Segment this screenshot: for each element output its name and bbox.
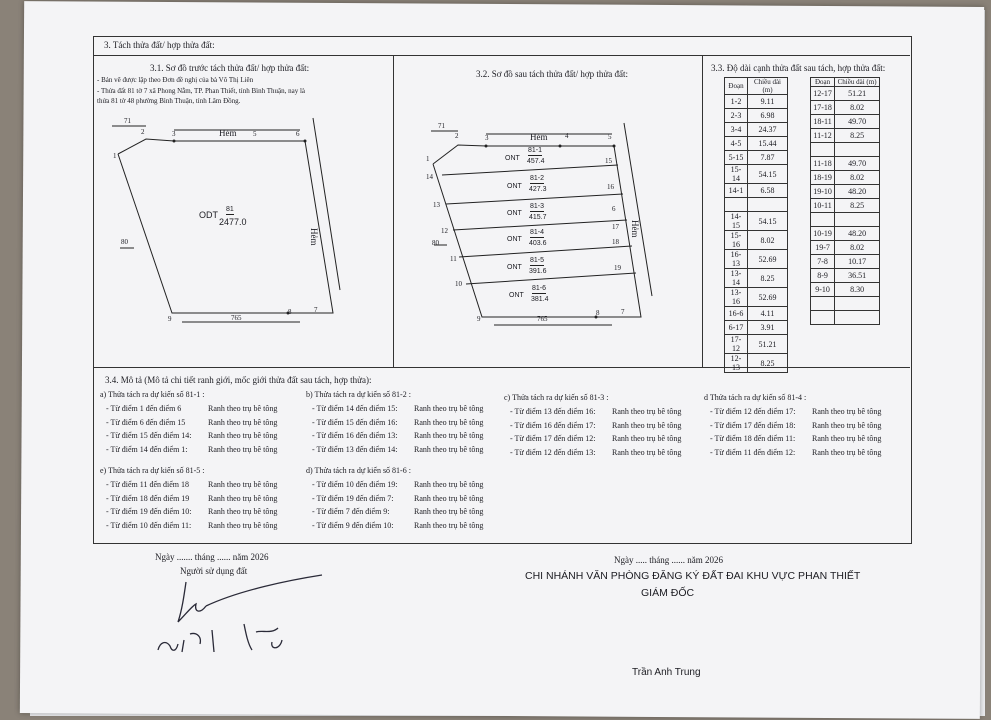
s31-label-8: 8 [288, 308, 292, 316]
description-segment: - Từ điểm 16 đến điểm 13: [312, 431, 398, 440]
s32-label-8: 8 [596, 309, 600, 317]
s31-label-9: 9 [168, 315, 172, 323]
s32-parcel-5-area: 391.6 [529, 268, 547, 275]
segment-id: 19-10 [811, 185, 835, 199]
segment-id: 11-18 [811, 157, 835, 171]
s32-parcel-6-area: 381.4 [531, 296, 549, 303]
description-boundary: Ranh theo trụ bê tông [612, 447, 682, 457]
segment-id: 2-3 [725, 109, 748, 123]
segment-id: 18-11 [811, 115, 835, 129]
description-block-head: a) Thửa tách ra dự kiến số 81-1 : [100, 390, 205, 399]
s32-label-hem: Hẻm [530, 132, 548, 142]
segment-length: 54.15 [748, 165, 788, 184]
s32-parcel-1-type: ONT [505, 155, 520, 162]
s31-label-6: 6 [296, 130, 300, 138]
segment-id: 13-14 [725, 269, 748, 288]
description-segment: - Từ điểm 19 đến điểm 7: [312, 493, 394, 503]
description-block-head: c) Thửa tách ra dự kiến số 81-3 : [504, 393, 609, 402]
segment-id: 13-16 [725, 288, 748, 307]
description-segment: - Từ điểm 10 đến điểm 19: [312, 480, 398, 489]
description-segment: - Từ điểm 6 đến điểm 15 [106, 417, 186, 427]
description-segment: - Từ điểm 13 đến điểm 14: [312, 444, 398, 454]
s31-note-2: - Thửa đất 81 tờ 7 xã Phong Nẫm, TP. Phan Thiết, tỉnh Bình Thuận, nay là [97, 87, 306, 95]
s32-parcel-4-area: 403.6 [529, 240, 547, 247]
description-boundary: Ranh theo trụ bê tông [812, 407, 882, 416]
description-boundary: Ranh theo trụ bê tông [812, 447, 882, 457]
s32-label-6: 6 [612, 205, 616, 213]
segment-length: 24.37 [748, 123, 788, 137]
segment-id: 10-19 [811, 227, 835, 241]
col-doan-left: Đoạn [725, 78, 748, 95]
segment-id: 1-2 [725, 95, 748, 109]
description-boundary: Ranh theo trụ bê tông [208, 404, 278, 413]
s32-parcel-3-num: 81-3 [530, 203, 545, 210]
segment-id: 3-4 [725, 123, 748, 137]
description-block-head: d Thửa tách ra dự kiến số 81-4 : [704, 393, 807, 402]
s32-parcel-1-area: 457.4 [527, 158, 545, 165]
segment-id: 6-17 [725, 321, 748, 335]
segment-length: 54.15 [748, 212, 788, 231]
segment-id: 5-15 [725, 151, 748, 165]
description-boundary: Ranh theo trụ bê tông [414, 431, 484, 440]
s32-label-16: 16 [607, 183, 614, 191]
segment-id: 7-8 [811, 255, 835, 269]
s32-parcel-2-num: 81-2 [530, 175, 545, 182]
description-boundary: Ranh theo trụ bê tông [208, 480, 278, 489]
s32-parcel-4-type: ONT [507, 236, 522, 243]
description-boundary: Ranh theo trụ bê tông [612, 434, 682, 443]
description-segment: - Từ điểm 18 đến điểm 11: [710, 434, 796, 443]
s32-side-hem: Hẻm [630, 220, 640, 238]
s32-label-9: 9 [477, 315, 481, 323]
segment-id: 16-6 [725, 307, 748, 321]
segment-length: 8.02 [835, 101, 880, 115]
s32-parcel-5-num: 81-5 [530, 257, 545, 264]
s32-parcel-3-area: 415.7 [529, 214, 547, 221]
s31-label-5: 5 [253, 130, 257, 138]
s32-label-17: 17 [612, 223, 619, 231]
s32-label-19: 19 [614, 264, 621, 272]
description-segment: - Từ điểm 7 đến điểm 9: [312, 507, 390, 516]
s31-label-71: 71 [124, 117, 131, 125]
segment-length: 51.21 [748, 335, 788, 354]
description-segment: - Từ điểm 12 đến điểm 17: [710, 407, 796, 416]
s32-label-3: 3 [485, 134, 489, 142]
description-boundary: Ranh theo trụ bê tông [414, 444, 484, 454]
s32-label-15: 15 [605, 157, 612, 165]
segment-length: 8.02 [835, 241, 880, 255]
s32-parcel-2-type: ONT [507, 183, 522, 190]
segment-length: 8.30 [835, 283, 880, 297]
description-segment: - Từ điểm 17 đến điểm 18: [710, 420, 796, 430]
segment-id: 17-18 [811, 101, 835, 115]
description-boundary: Ranh theo trụ bê tông [414, 480, 484, 489]
segment-length: 49.70 [835, 115, 880, 129]
segment-id: 11-12 [811, 129, 835, 143]
s32-parcel-1-num: 81-1 [528, 147, 543, 154]
s34-title: 3.4. Mô tả (Mô tả chi tiết ranh giới, mốc giới thửa đất sau tách, hợp thửa): [105, 375, 372, 385]
s32-label-80: 80 [432, 239, 439, 247]
description-boundary: Ranh theo trụ bê tông [812, 420, 882, 430]
segment-length: 51.21 [835, 87, 880, 101]
description-segment: - Từ điểm 1 đến điểm 6 [106, 404, 182, 413]
segment-id: 8-9 [811, 269, 835, 283]
s32-parcel-3-type: ONT [507, 210, 522, 217]
description-segment: - Từ điểm 18 đến điểm 19 [106, 493, 190, 503]
s32-parcel-6-num: 81-6 [532, 285, 547, 292]
description-block-head: d) Thửa tách ra dự kiến số 81-6 : [306, 466, 411, 475]
description-boundary: Ranh theo trụ bê tông [414, 520, 484, 530]
description-block-head: b) Thửa tách ra dự kiến số 81-2 : [306, 390, 411, 399]
description-segment: - Từ điểm 11 đến điểm 12: [710, 447, 796, 457]
segment-length: 7.87 [748, 151, 788, 165]
segment-id: 14-15 [725, 212, 748, 231]
left-date: Ngày ....... tháng ...... năm 2026 [155, 552, 269, 562]
segment-id: 15-16 [725, 231, 748, 250]
s31-parcel-type: ODT [199, 210, 218, 220]
description-boundary: Ranh theo trụ bê tông [208, 507, 278, 516]
description-boundary: Ranh theo trụ bê tông [208, 431, 278, 440]
description-boundary: Ranh theo trụ bê tông [612, 407, 682, 416]
s32-label-14: 14 [426, 173, 433, 181]
s32-label-5: 5 [608, 133, 612, 141]
description-boundary: Ranh theo trụ bê tông [414, 507, 484, 516]
s33-title: 3.3. Độ dài cạnh thửa đất sau tách, hợp thửa đất: [711, 63, 886, 73]
left-role: Người sử dụng đất [180, 566, 248, 576]
s31-label-7: 7 [314, 306, 318, 314]
segment-id: 16-13 [725, 250, 748, 269]
segment-id: 4-5 [725, 137, 748, 151]
section3-title: 3. Tách thửa đất/ hợp thửa đất: [104, 40, 215, 50]
description-segment: - Từ điểm 10 đến điểm 11: [106, 520, 192, 530]
s31-title: 3.1. Sơ đồ trước tách thửa đất/ hợp thửa đất: [150, 63, 310, 73]
s31-label-2: 2 [141, 128, 145, 136]
col-doan-right: Đoạn [811, 78, 835, 87]
s32-parcel-6-type: ONT [509, 292, 524, 299]
s32-parcel-4-num: 81-4 [530, 229, 545, 236]
s32-label-71: 71 [438, 122, 445, 130]
s32-label-765: 765 [537, 315, 548, 323]
segment-length: 8.02 [748, 231, 788, 250]
segment-length: 8.25 [748, 354, 788, 373]
col-len-left: Chiều dài (m) [748, 78, 788, 95]
segment-length: 6.58 [748, 184, 788, 198]
description-boundary: Ranh theo trụ bê tông [208, 417, 278, 427]
description-boundary: Ranh theo trụ bê tông [208, 520, 278, 530]
s32-label-13: 13 [433, 201, 440, 209]
s31-note-1: - Bản vẽ được lập theo Đơn đề nghị của bà Võ Thị Liên [97, 76, 254, 84]
description-segment: - Từ điểm 11 đến điểm 18 [106, 480, 189, 489]
s32-parcel-2-area: 427.3 [529, 186, 547, 193]
s32-label-4: 4 [565, 132, 569, 140]
segment-length: 52.69 [748, 250, 788, 269]
description-segment: - Từ điểm 19 đến điểm 10: [106, 507, 192, 516]
segment-id: 12-17 [811, 87, 835, 101]
description-boundary: Ranh theo trụ bê tông [414, 493, 484, 503]
s32-title: 3.2. Sơ đồ sau tách thửa đất/ hợp thửa đất: [476, 69, 628, 79]
s31-note-3: thửa 81 tờ 48 phường Bình Thuận, tỉnh Lâm Đồng. [97, 97, 241, 105]
description-segment: - Từ điểm 13 đến điểm 16: [510, 407, 596, 416]
s31-label-hem: Hẻm [219, 128, 237, 138]
segment-id: 12-13 [725, 354, 748, 373]
segment-id: 15-14 [725, 165, 748, 184]
s31-label-3: 3 [172, 130, 176, 138]
segment-length: 9.11 [748, 95, 788, 109]
segment-length: 8.02 [835, 171, 880, 185]
s31-label-80: 80 [121, 238, 128, 246]
segment-id: 17-12 [725, 335, 748, 354]
segment-length: 52.69 [748, 288, 788, 307]
segment-length: 15.44 [748, 137, 788, 151]
segment-id: 10-11 [811, 199, 835, 213]
description-boundary: Ranh theo trụ bê tông [812, 434, 882, 443]
s31-parcel-area: 2477.0 [219, 217, 247, 227]
segment-length: 36.51 [835, 269, 880, 283]
segment-length: 49.70 [835, 157, 880, 171]
description-boundary: Ranh theo trụ bê tông [208, 444, 278, 454]
s31-label-765: 765 [231, 314, 242, 322]
s31-parcel-num: 81 [226, 206, 234, 213]
s32-label-1: 1 [426, 155, 430, 163]
description-boundary: Ranh theo trụ bê tông [208, 493, 278, 503]
s31-label-1: 1 [113, 152, 117, 160]
s32-parcel-5-type: ONT [507, 264, 522, 271]
segment-length: 10.17 [835, 255, 880, 269]
s32-label-2: 2 [455, 132, 459, 140]
description-segment: - Từ điểm 14 đến điểm 15: [312, 404, 398, 413]
right-name: Trần Anh Trung [632, 667, 701, 678]
s32-label-11: 11 [450, 255, 457, 263]
segment-length: 6.98 [748, 109, 788, 123]
description-boundary: Ranh theo trụ bê tông [414, 404, 484, 413]
s32-label-12: 12 [441, 227, 448, 235]
segment-length: 8.25 [835, 199, 880, 213]
description-segment: - Từ điểm 17 đến điểm 12: [510, 434, 596, 443]
description-segment: - Từ điểm 15 đến điểm 16: [312, 417, 398, 427]
right-org: CHI NHÁNH VĂN PHÒNG ĐĂNG KÝ ĐẤT ĐAI KHU VỰC PHAN THIẾT [525, 570, 861, 582]
description-segment: - Từ điểm 9 đến điểm 10: [312, 520, 394, 530]
segment-id: 9-10 [811, 283, 835, 297]
segment-length: 4.11 [748, 307, 788, 321]
description-boundary: Ranh theo trụ bê tông [414, 417, 484, 427]
segment-id: 18-19 [811, 171, 835, 185]
right-date: Ngày ..... tháng ...... năm 2026 [614, 555, 723, 565]
s32-label-10: 10 [455, 280, 462, 288]
s32-label-18: 18 [612, 238, 619, 246]
col-len-right: Chiều dài (m) [835, 78, 880, 87]
segment-id: 19-7 [811, 241, 835, 255]
segment-length: 8.25 [835, 129, 880, 143]
segment-id: 14-1 [725, 184, 748, 198]
description-boundary: Ranh theo trụ bê tông [612, 420, 682, 430]
description-segment: - Từ điểm 16 đến điểm 17: [510, 420, 596, 430]
right-role: GIÁM ĐỐC [641, 587, 695, 599]
s31-side-hem: Hẻm [309, 228, 319, 246]
s32-label-7: 7 [621, 308, 625, 316]
description-segment: - Từ điểm 14 đến điểm 1: [106, 444, 188, 454]
segment-length: 48.20 [835, 185, 880, 199]
segment-length: 48.20 [835, 227, 880, 241]
segment-length: 3.91 [748, 321, 788, 335]
description-segment: - Từ điểm 12 đến điểm 13: [510, 447, 596, 457]
description-segment: - Từ điểm 15 đến điểm 14: [106, 431, 192, 440]
segment-length: 8.25 [748, 269, 788, 288]
description-block-head: e) Thửa tách ra dự kiến số 81-5 : [100, 466, 205, 475]
